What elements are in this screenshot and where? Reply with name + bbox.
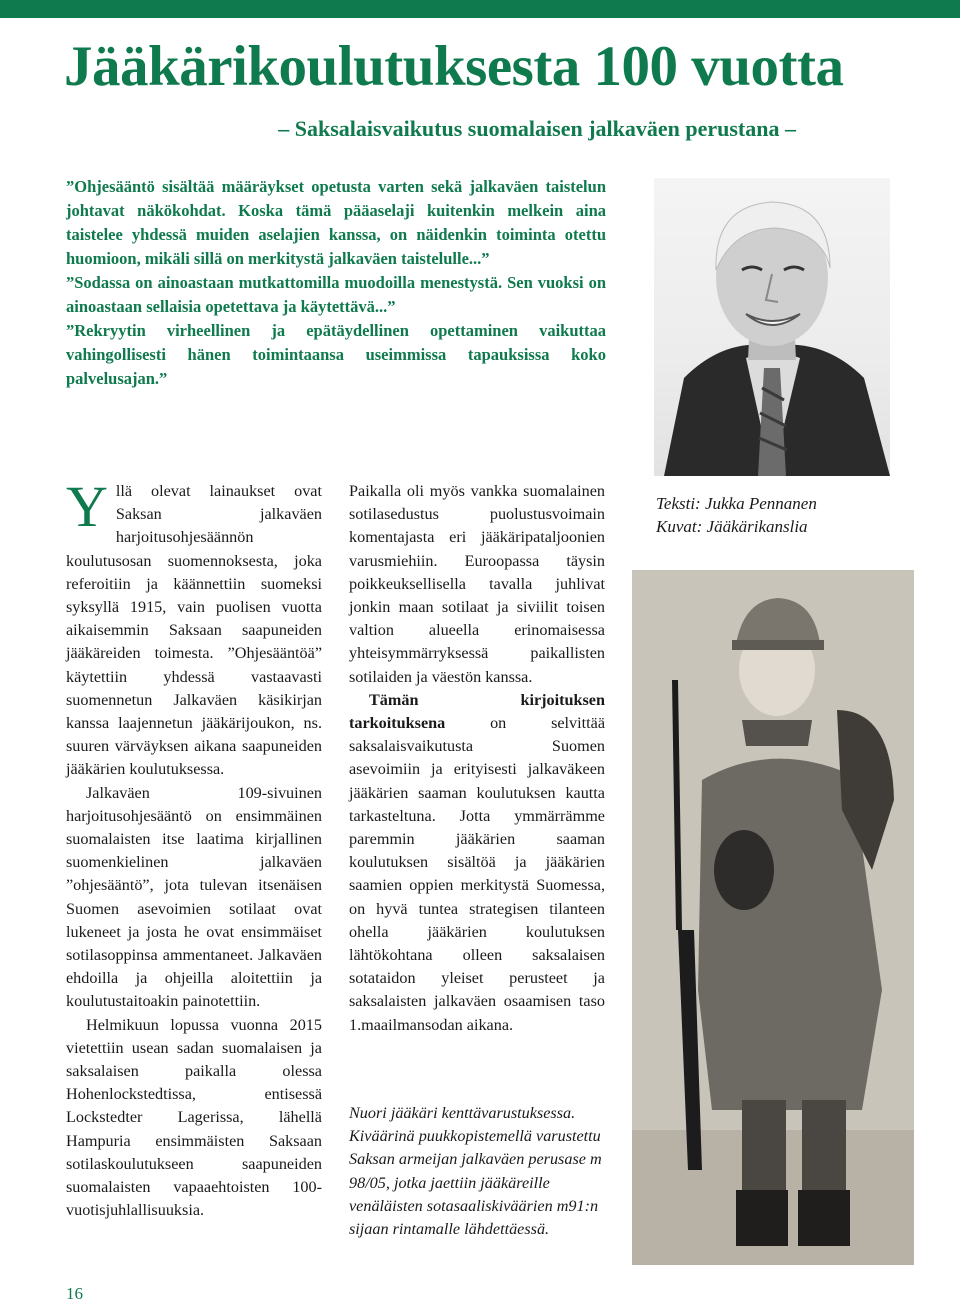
paragraph: Jalkaväen 109-sivuinen harjoitusohjesääntö on ensimmäinen suomalaisten itse laatima kirjallinen suomenkielinen jalkaväen ”ohjesääntö”, jota tulevan itsenäisen Suomen asevoimien sotilaat ovat lukeneet ja josta he ovat ensimmäiset sotilasoppinsa ammentaneet. Jalkaväen ehdoilla ja ohjeilla aloitettiin ja koulutustaitoakin painotettiin.	[66, 783, 322, 1011]
photo-credit: Kuvat: Jääkärikanslia	[656, 517, 808, 536]
article-title: Jääkärikoulutuksesta 100 vuotta	[64, 35, 844, 98]
pull-quote: ”Rekryytin virheellinen ja epätäydellinen opettaminen vaikuttaa vahingollisesti hänen toimintaansa useimmissa tapauksissa koko palvelusajan.”	[66, 321, 606, 388]
soldier-photo	[632, 570, 914, 1265]
body-column-2	[349, 480, 605, 1037]
paragraph: Paikalla oli myös vankka suomalainen sotilasedustus puolustusvoimain komentajasta eri jääkäripataljoonien varusmiehiin. Euroopassa täysin poikkeuksellisella tavalla juhlivat jonkin maan sotilaat ja siviilit toisen valtion alueella erinomaisessa yhteisymmärryksessä paikallisten sotilaiden ja väestön kanssa.	[349, 482, 605, 686]
paragraph: Helmikuun lopussa vuonna 2015 vietettiin usean sadan suomalaisen ja saksalaisen paikalla olessa Hohenlockstedtissa, entisessä Lockstedter Lagerissa, lähellä Hampuria ensimmäisten Saksaan sotilaskoulutukseen saapuneiden suomalaisten vapaaehtoisten 100-vuotisjuhlallisuuksia.	[66, 1015, 322, 1220]
paragraph-text: llä olevat lainaukset ovat Saksan jalkaväen harjoitusohjesäännön koulutusosan suomennoksesta, joka referoitiin ja käännettiin suomeksi syksyllä 1915, vain puolisen vuotta aikaisemmin Saksaan saapuneiden jääkäreiden toimesta. ”Ohjesääntöä” käytettiin yhdessä vastaavasti suomennetun Jalkaväen käsikirjan kanssa laajennetun jääkärijoukon, ns. suuren värväyksen aikana saapuneiden jääkärien koulutuksessa.	[66, 482, 322, 779]
drop-cap: Y	[66, 474, 108, 539]
portrait-illustration	[654, 178, 890, 476]
pull-quote: ”Sodassa on ainoastaan mutkattomilla muodoilla menestystä. Sen vuoksi on ainoastaan sellaisia opetettava ja käytettävä...”	[66, 273, 606, 316]
author-portrait	[654, 178, 890, 476]
photo-caption: Nuori jääkäri kenttävarustuksessa. Kiväärinä puukkopistemellä varustettu Saksan armeijan jalkaväen perusase m 98/05, jotka jaettiin jääkäreille venäläisten sotasaaliskiväärien m91:n sijaan rintamalle lähdettäessä.	[349, 1104, 602, 1239]
paragraph	[66, 474, 322, 782]
paragraph-lead-bold: Tämän kirjoituksen tarkoituksena	[349, 690, 605, 733]
paragraph	[349, 689, 605, 1037]
pull-quote: ”Ohjesääntö sisältää määräykset opetusta varten sekä jalkaväen taistelun johtavat näkökohdat. Koska tämä pääaselaji kuitenkin melkein aina taistelee yhdessä muiden aselajien kanssa, on näidenkin toiminta otettu huomioon, mikäli sillä on merkitystä jalkaväen taistelulle...”	[66, 177, 606, 268]
paragraph-text: on selvittää saksalaisvaikutusta Suomen asevoimiin ja erityisesti jalkaväkeen jääkärien saaman koulutuksen kautta tarkasteltuna. Jotta ymmärrämme paremmin jääkärien saaman koulutuksen sisältöä ja jääkärien saamien oppien merkitystä Suomessa, on hyvä tuntea strategisen tilanteen ohella jääkärien koulutuksen lähtökohtana olleen saksalaisen sotataidon yleiset perusteet ja saksalaisten jalkaväen osaamisen taso 1.maailmansodan aikana.	[349, 714, 605, 1034]
pull-quotes	[66, 175, 606, 391]
body-column-1	[66, 474, 322, 1223]
article-subtitle: – Saksalaisvaikutus suomalaisen jalkaväen perustana –	[278, 116, 796, 141]
page-number: 16	[66, 1284, 83, 1303]
author-credit: Teksti: Jukka Pennanen	[656, 494, 817, 513]
article-credits	[656, 492, 906, 538]
top-accent-bar	[0, 0, 960, 18]
soldier-illustration	[632, 570, 914, 1265]
